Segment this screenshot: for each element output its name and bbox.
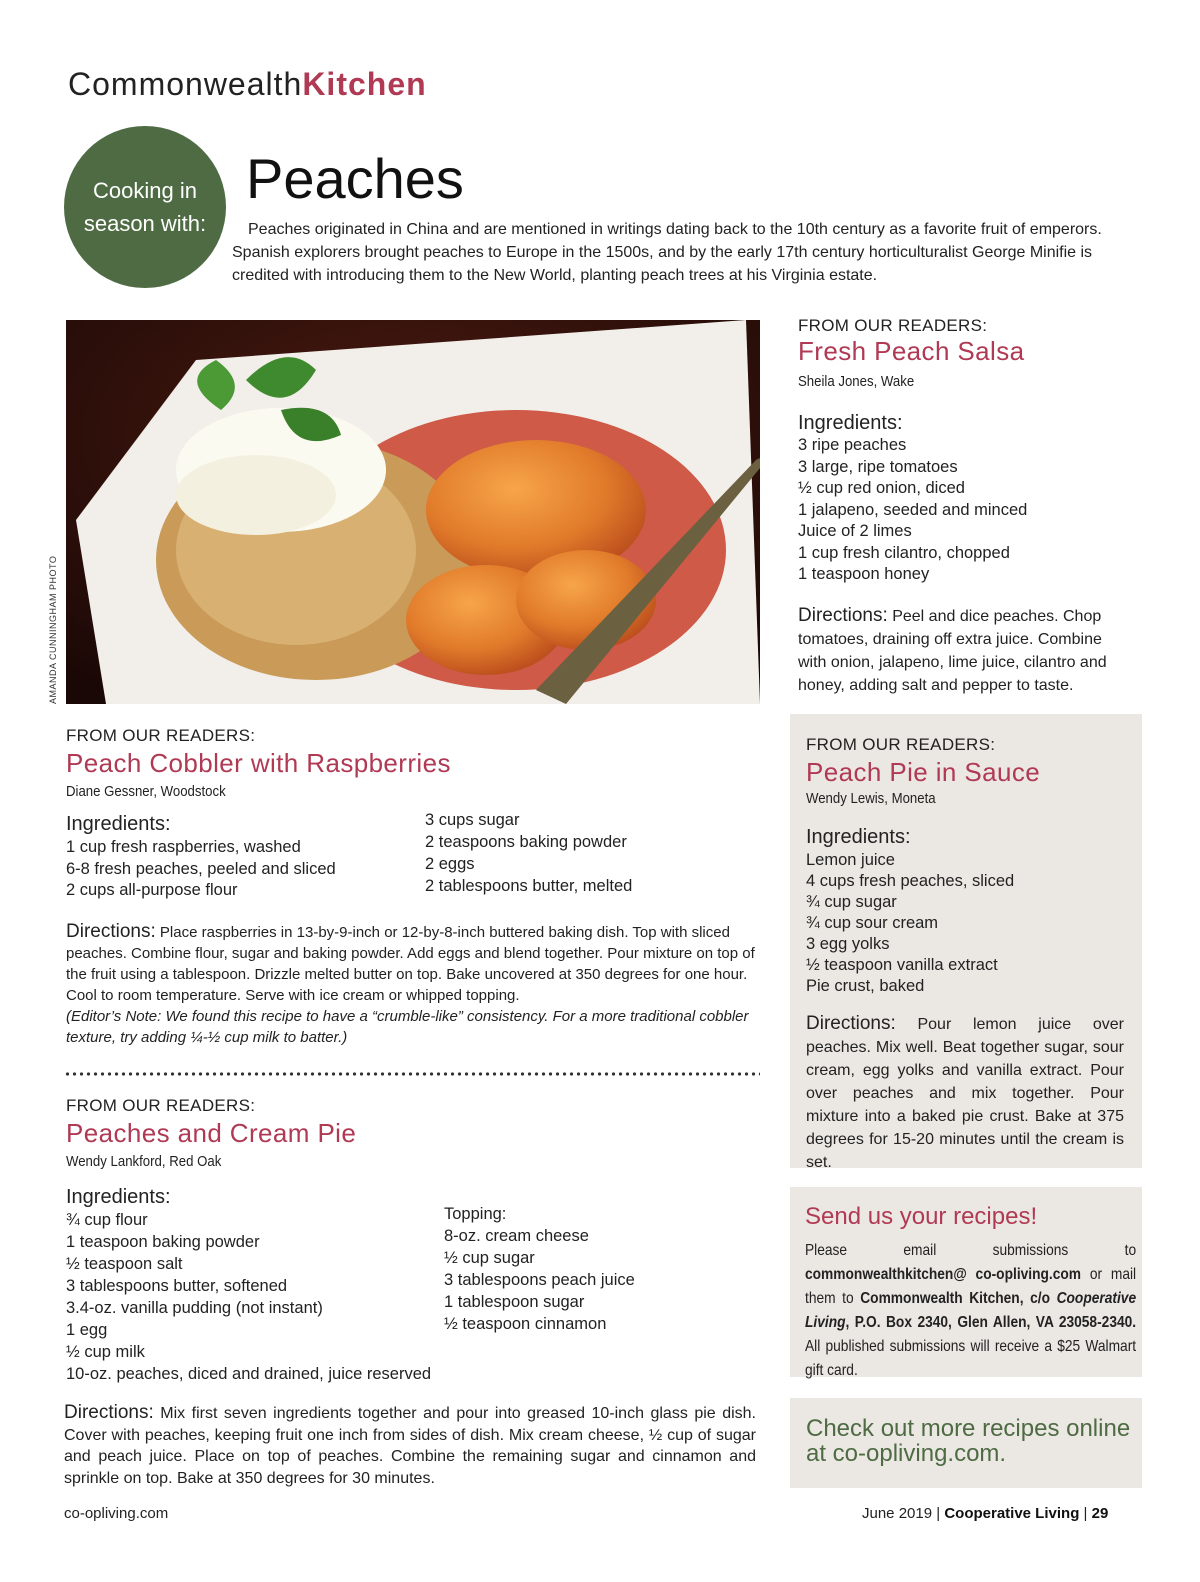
pie-sauce-directions-heading: Directions:: [806, 1013, 896, 1034]
online-recipes-link[interactable]: Check out more recipes online at co-opliving.com.: [806, 1415, 1131, 1467]
list-item: ½ cup red onion, diced: [798, 479, 965, 497]
brand-wordmark: [68, 66, 427, 103]
list-item: 2 teaspoons baking powder: [425, 833, 627, 851]
cream-pie-kicker: FROM OUR READERS:: [66, 1096, 256, 1115]
send-recipes-text: [805, 1239, 1136, 1383]
cobbler-photo: [66, 320, 760, 704]
cobbler-directions-heading: Directions:: [66, 921, 156, 942]
footer-magazine: Cooperative Living: [944, 1505, 1080, 1522]
cream-pie-ingredients-list: [66, 1209, 431, 1385]
list-item: 3 tablespoons butter, softened: [66, 1277, 288, 1295]
intro-paragraph: Peaches originated in China and are mentioned in writings dating back to the 10th century as a favorite fruit of emperors. Spanish explorers brought peaches to Europe in the 1500s, and by the early 17th century horticulturalist George Minifie is credited with introducing them to the New World, planting peach trees at his Virginia estate.: [232, 221, 1102, 284]
pie-sauce-ingredients-heading: Ingredients:: [806, 826, 911, 848]
topping-heading: Topping:: [444, 1205, 507, 1223]
cream-pie-ingredients-heading: Ingredients:: [66, 1186, 171, 1208]
list-item: 4 cups fresh peaches, sliced: [806, 872, 1015, 890]
cobbler-directions: [66, 921, 758, 1048]
cream-pie-title: Peaches and Cream Pie: [66, 1118, 357, 1148]
salsa-ingredients-list: [798, 435, 1027, 586]
cream-pie-byline: Wendy Lankford, Red Oak: [66, 1153, 222, 1170]
list-item: 1 cup fresh cilantro, chopped: [798, 543, 1010, 562]
list-item: Juice of 2 limes: [798, 522, 912, 540]
salsa-directions-text: Peel and dice peaches. Chop tomatoes, draining off extra juice. Combine with onion, jalapeno, lime juice, cilantro and honey, adding salt and pepper to taste.: [798, 608, 1107, 694]
page-number: 29: [1091, 1505, 1109, 1522]
list-item: 6-8 fresh peaches, peeled and sliced: [66, 859, 336, 878]
footer-separator-1: |: [936, 1505, 941, 1522]
cream-pie-directions-heading: Directions:: [64, 1402, 154, 1423]
list-item: 3 large, ripe tomatoes: [798, 457, 958, 476]
list-item: Lemon juice: [806, 851, 895, 869]
list-item: 10-oz. peaches, diced and drained, juice reserved: [66, 1365, 432, 1383]
cobbler-byline: Diane Gessner, Woodstock: [66, 783, 226, 800]
pie-sauce-title: Peach Pie in Sauce: [806, 757, 1041, 787]
submission-email[interactable]: commonwealthkitchen@ co-opliving.com: [805, 1266, 1082, 1283]
salsa-ingredients-heading: Ingredients:: [798, 412, 903, 434]
footer-date: June 2019: [862, 1505, 933, 1522]
list-item: ½ cup milk: [66, 1343, 145, 1361]
mailing-address-3: , P.O. Box 2340, Glen Allen, VA 23058-2340.: [845, 1314, 1137, 1331]
footer-folio: [862, 1505, 1108, 1522]
cobbler-ingredients-heading: Ingredients:: [66, 813, 171, 835]
salsa-title: Fresh Peach Salsa: [798, 336, 1025, 366]
footer-website[interactable]: co-opliving.com: [64, 1505, 169, 1522]
footer-separator-2: |: [1083, 1505, 1088, 1522]
list-item: 1 cup fresh raspberries, washed: [66, 838, 301, 856]
mailing-address-2: Cooperative Living: [805, 1290, 1137, 1331]
list-item: 2 eggs: [425, 855, 475, 873]
list-item: 2 tablespoons butter, melted: [425, 877, 633, 895]
list-item: 3 tablespoons peach juice: [444, 1271, 635, 1289]
list-item: 2 cups all-purpose flour: [66, 881, 238, 899]
photo-credit: AMANDA CUNNINGHAM PHOTO: [48, 555, 58, 704]
brand-word-2: Kitchen: [302, 66, 427, 102]
salsa-directions-heading: Directions:: [798, 605, 888, 626]
cream-pie-topping-list: [444, 1203, 635, 1335]
list-item: 3 egg yolks: [806, 935, 890, 953]
brand-word-1: Commonwealth: [68, 66, 303, 102]
mailing-address-1: Commonwealth Kitchen, c/o: [860, 1290, 1057, 1307]
list-item: ½ teaspoon vanilla extract: [806, 956, 998, 974]
pie-sauce-byline: Wendy Lewis, Moneta: [806, 790, 936, 807]
list-item: 3.4-oz. vanilla pudding (not instant): [66, 1299, 323, 1317]
list-item: 1 jalapeno, seeded and minced: [798, 500, 1028, 519]
list-item: Pie crust, baked: [806, 977, 925, 995]
salsa-directions: [798, 604, 1120, 697]
cobbler-photo-illustration: [66, 320, 760, 704]
list-item: 1 teaspoon honey: [798, 565, 930, 583]
cream-pie-directions: [64, 1402, 756, 1489]
send-text-1: Please email submissions to: [805, 1242, 1137, 1259]
salsa-kicker: FROM OUR READERS:: [798, 316, 988, 335]
salsa-byline: Sheila Jones, Wake: [798, 373, 915, 390]
list-item: ½ teaspoon cinnamon: [444, 1315, 607, 1333]
list-item: ¾ cup sour cream: [806, 914, 939, 932]
pie-sauce-ingredients-list: [806, 850, 1014, 997]
cobbler-title: Peach Cobbler with Raspberries: [66, 748, 451, 778]
list-item: 1 teaspoon baking powder: [66, 1233, 260, 1251]
pie-sauce-kicker: FROM OUR READERS:: [806, 735, 996, 754]
list-item: ¾ cup sugar: [806, 893, 897, 911]
season-badge-label: Cooking in season with:: [83, 178, 207, 236]
pie-sauce-directions: [806, 1012, 1124, 1174]
list-item: 3 cups sugar: [425, 811, 520, 829]
cobbler-directions-text: Place raspberries in 13-by-9-inch or 12-by-8-inch buttered baking dish. Top with sliced peaches. Combine flour, sugar and baking powder. Add eggs and blend together. Pour mixture on top of the fruit using a tablespoon. Drizzle melted butter on top. Bake uncovered at 350 degrees for one hour. Cool to room temperature. Serve with ice cream or whipped topping.: [66, 924, 755, 1004]
cobbler-ingredients-col2: [425, 809, 632, 897]
list-item: 1 egg: [66, 1321, 108, 1339]
cobbler-editor-note: (Editor’s Note: We found this recipe to have a “crumble-like” consistency. For a more traditional cobbler texture, try adding ¼-½ cup milk to batter.): [66, 1008, 749, 1046]
list-item: 3 ripe peaches: [798, 436, 907, 454]
pie-sauce-directions-text: Pour lemon juice over peaches. Mix well. Beat together sugar, sour cream, egg yolks and vanilla extract. Pour over peaches and mix together. Pour mixture into a baked pie crust. Bake at 375 degrees for 15-20 minutes until the cream is set.: [806, 1016, 1124, 1171]
send-text-2: or mail them to: [805, 1266, 1137, 1307]
dotted-divider: [64, 1071, 760, 1077]
list-item: 1 tablespoon sugar: [444, 1293, 585, 1311]
season-badge: [64, 126, 226, 288]
list-item: 8-oz. cream cheese: [444, 1227, 589, 1245]
page-title: Peaches: [246, 147, 464, 210]
cobbler-ingredients-col1: [66, 837, 336, 902]
list-item: ½ teaspoon salt: [66, 1255, 183, 1273]
cream-pie-directions-text: Mix first seven ingredients together and pour into greased 10-inch glass pie dish. Cover with peaches, keeping fruit one inch from sides of dish. Mix cream cheese, ½ cup of sugar and peach juice. Place on top of peaches. Combine the remaining sugar and cinnamon and sprinkle on top. Bake at 350 degrees for 30 minutes.: [64, 1405, 756, 1487]
send-recipes-heading: Send us your recipes!: [805, 1203, 1038, 1230]
cobbler-kicker: FROM OUR READERS:: [66, 726, 256, 745]
list-item: ½ cup sugar: [444, 1249, 535, 1267]
send-text-3: All published submissions will receive a $25 Walmart gift card.: [805, 1338, 1137, 1379]
list-item: ¾ cup flour: [66, 1211, 148, 1229]
